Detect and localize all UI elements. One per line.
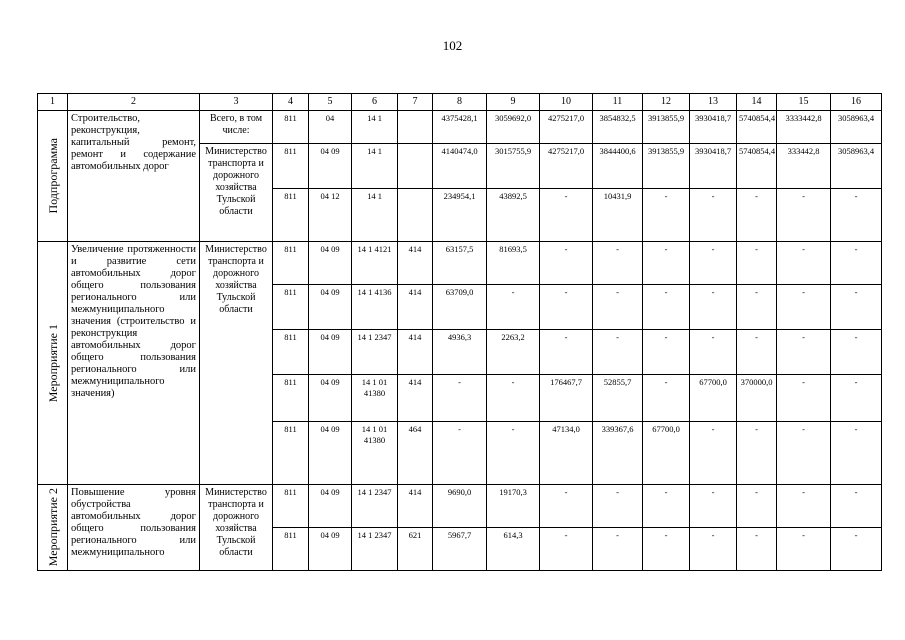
value-cell: 4275217,0 [540,144,593,189]
value-cell: - [690,189,737,242]
value-cell: 43892,5 [487,189,540,242]
column-header: 11 [593,94,643,111]
code-cell-c6: 14 1 4121 [352,242,398,285]
code-cell-c4: 811 [273,330,309,375]
value-cell: - [777,485,831,528]
value-cell: - [433,375,487,422]
code-cell-c7: 464 [398,422,433,485]
code-cell-c7: 414 [398,285,433,330]
value-cell: - [540,330,593,375]
value-cell: - [593,285,643,330]
value-cell: 63157,5 [433,242,487,285]
code-cell-c4: 811 [273,528,309,571]
value-cell: 3058963,4 [831,144,882,189]
value-cell: - [831,285,882,330]
value-cell: 10431,9 [593,189,643,242]
table-row [38,485,882,528]
value-cell: - [690,422,737,485]
value-cell: - [737,189,777,242]
value-cell: 333442,8 [777,144,831,189]
value-cell: - [593,330,643,375]
column-header: 1 [38,94,68,111]
value-cell: 19170,3 [487,485,540,528]
value-cell: 67700,0 [643,422,690,485]
value-cell: 4936,3 [433,330,487,375]
code-cell-c7: 414 [398,330,433,375]
code-cell-c5: 04 09 [309,330,352,375]
value-cell: 3913855,9 [643,144,690,189]
value-cell: 4375428,1 [433,111,487,144]
section-label: Подпрограмма [45,138,60,214]
value-cell: - [593,528,643,571]
page-number: 102 [442,38,463,53]
code-cell-c4: 811 [273,111,309,144]
value-cell: - [777,189,831,242]
code-cell-c4: 811 [273,242,309,285]
section-name: Строительство, реконструкция, капитальный ремонт, ремонт и содержание автомобильных дорог [68,111,200,242]
code-cell-c6: 14 1 2347 [352,485,398,528]
value-cell: 47134,0 [540,422,593,485]
executor-cell: Министерство транспорта и дорожного хозяйства Тульской области [200,485,273,571]
value-cell: - [737,330,777,375]
section-side-cell [38,111,68,242]
value-cell: - [831,422,882,485]
column-header: 7 [398,94,433,111]
code-cell-c6: 14 1 01 41380 [352,375,398,422]
value-cell: 370000,0 [737,375,777,422]
value-cell: - [643,485,690,528]
value-cell: - [593,242,643,285]
value-cell: - [831,189,882,242]
executor-cell: Министерство транспорта и дорожного хозяйства Тульской области [200,144,273,242]
value-cell: 234954,1 [433,189,487,242]
table-row [38,111,882,144]
value-cell: - [777,285,831,330]
column-header: 12 [643,94,690,111]
section-name: Увеличение протяженности и развитие сети автомобильных дорог общего пользования регионального или межмуниципального значения (строительство и реконструкция автомобильных дорог общего пользования регионального или межмуниципального значения) [68,242,200,485]
value-cell: - [540,189,593,242]
code-cell-c6: 14 1 [352,144,398,189]
value-cell: - [690,528,737,571]
code-cell-c5: 04 09 [309,144,352,189]
code-cell-c5: 04 12 [309,189,352,242]
column-header: 15 [777,94,831,111]
value-cell: 52855,7 [593,375,643,422]
value-cell: - [831,528,882,571]
value-cell: - [540,242,593,285]
header-row [38,94,882,111]
value-cell: - [643,375,690,422]
code-cell-c7 [398,111,433,144]
column-header: 3 [200,94,273,111]
value-cell: - [540,485,593,528]
value-cell: 63709,0 [433,285,487,330]
column-header: 13 [690,94,737,111]
column-header: 6 [352,94,398,111]
section-label: Мероприятие 1 [45,323,60,403]
value-cell: 3854832,5 [593,111,643,144]
value-cell: - [777,330,831,375]
code-cell-c5: 04 [309,111,352,144]
column-header: 10 [540,94,593,111]
code-cell-c4: 811 [273,189,309,242]
code-cell-c6: 14 1 4136 [352,285,398,330]
code-cell-c6: 14 1 [352,111,398,144]
value-cell: - [737,528,777,571]
value-cell: - [737,242,777,285]
value-cell: 3930418,7 [690,144,737,189]
value-cell: 4275217,0 [540,111,593,144]
value-cell: 5740854,4 [737,111,777,144]
code-cell-c4: 811 [273,144,309,189]
code-cell-c5: 04 09 [309,422,352,485]
value-cell: - [737,285,777,330]
value-cell: - [690,330,737,375]
code-cell-c4: 811 [273,485,309,528]
code-cell-c5: 04 09 [309,375,352,422]
value-cell: - [777,242,831,285]
section-side-cell [38,242,68,485]
column-header: 16 [831,94,882,111]
value-cell: - [540,285,593,330]
value-cell: 2263,2 [487,330,540,375]
value-cell: 176467,7 [540,375,593,422]
value-cell: 3930418,7 [690,111,737,144]
code-cell-c5: 04 09 [309,285,352,330]
value-cell: - [831,485,882,528]
section-side-cell [38,485,68,571]
value-cell: 81693,5 [487,242,540,285]
value-cell: 3333442,8 [777,111,831,144]
value-cell: - [831,330,882,375]
value-cell: 339367,6 [593,422,643,485]
code-cell-c7: 414 [398,242,433,285]
code-cell-c4: 811 [273,285,309,330]
code-cell-c5: 04 09 [309,528,352,571]
value-cell: 67700,0 [690,375,737,422]
value-cell: - [487,375,540,422]
value-cell: - [690,485,737,528]
code-cell-c6: 14 1 2347 [352,330,398,375]
value-cell: 3844400,6 [593,144,643,189]
value-cell: - [737,422,777,485]
value-cell: 3059692,0 [487,111,540,144]
code-cell-c7 [398,189,433,242]
value-cell: - [593,485,643,528]
value-cell: 5740854,4 [737,144,777,189]
value-cell: - [690,285,737,330]
section-name: Повышение уровня обустройства автомобильных дорог общего пользования регионального или межмуниципального [68,485,200,571]
value-cell: 4140474,0 [433,144,487,189]
column-header: 9 [487,94,540,111]
value-cell: - [433,422,487,485]
code-cell-c6: 14 1 [352,189,398,242]
value-cell: 3015755,9 [487,144,540,189]
code-cell-c6: 14 1 01 41380 [352,422,398,485]
value-cell: - [540,528,593,571]
value-cell: 3913855,9 [643,111,690,144]
code-cell-c4: 811 [273,422,309,485]
value-cell: - [487,422,540,485]
column-header: 8 [433,94,487,111]
executor-cell: Всего, в том числе: [200,111,273,144]
column-header: 2 [68,94,200,111]
code-cell-c5: 04 09 [309,242,352,285]
value-cell: 9690,0 [433,485,487,528]
value-cell: - [643,285,690,330]
value-cell: - [643,330,690,375]
table-row [38,242,882,285]
value-cell: 3058963,4 [831,111,882,144]
value-cell: - [737,485,777,528]
value-cell: - [690,242,737,285]
code-cell-c7 [398,144,433,189]
column-header: 4 [273,94,309,111]
executor-cell: Министерство транспорта и дорожного хозяйства Тульской области [200,242,273,485]
code-cell-c7: 414 [398,485,433,528]
code-cell-c5: 04 09 [309,485,352,528]
code-cell-c6: 14 1 2347 [352,528,398,571]
code-cell-c4: 811 [273,375,309,422]
code-cell-c7: 621 [398,528,433,571]
value-cell: - [777,528,831,571]
value-cell: - [643,528,690,571]
column-header: 5 [309,94,352,111]
value-cell: 5967,7 [433,528,487,571]
value-cell: 614,3 [487,528,540,571]
value-cell: - [643,242,690,285]
value-cell: - [487,285,540,330]
column-header: 14 [737,94,777,111]
value-cell: - [831,242,882,285]
value-cell: - [643,189,690,242]
value-cell: - [777,422,831,485]
value-cell: - [831,375,882,422]
value-cell: - [777,375,831,422]
section-label: Мероприятие 2 [45,488,60,567]
budget-table [37,93,882,571]
code-cell-c7: 414 [398,375,433,422]
